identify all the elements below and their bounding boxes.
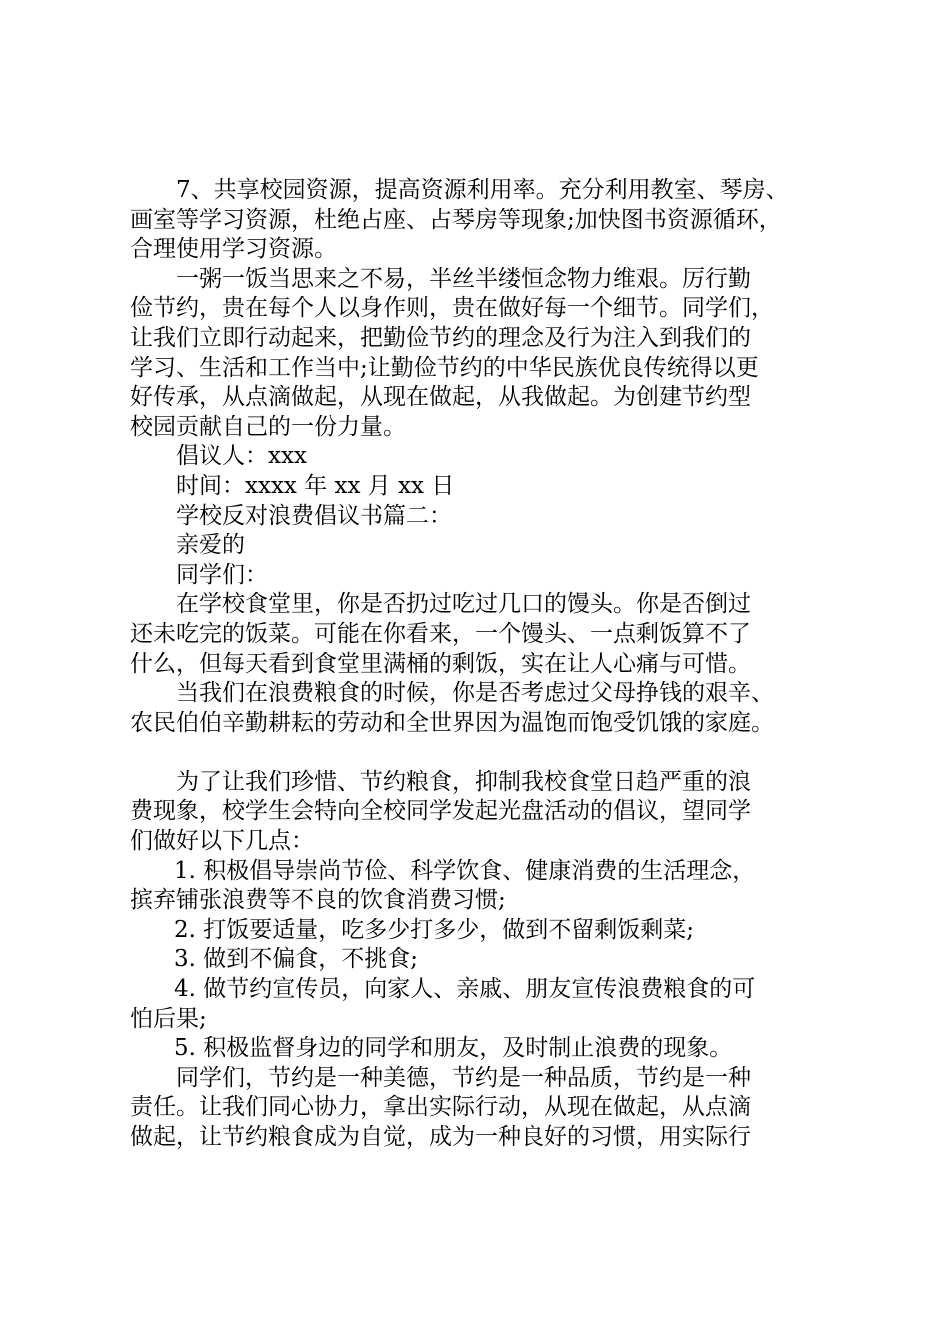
- list-item-continuation: 怕后果;: [130, 1005, 207, 1032]
- text-line: 还未吃完的饭菜。可能在你看来，一个馒头、一点剩饭算不了: [130, 620, 751, 647]
- list-item-continuation: 摈弃铺张浪费等不良的饮食消费习惯;: [130, 887, 506, 914]
- text-line: 当我们在浪费粮食的时候，你是否考虑过父母挣钱的艰辛、: [176, 680, 774, 707]
- signatory-line: 倡议人：xxx: [176, 443, 307, 470]
- text-line: 校园贡献自己的一份力量。: [130, 413, 406, 440]
- salutation-line: 亲爱的: [176, 532, 245, 559]
- text-line: 费现象，校学生会特向全校同学发起光盘活动的倡议，望同学: [130, 798, 751, 825]
- list-item: 4. 做节约宣传员，向家人、亲戚、朋友宣传浪费粮食的可: [174, 976, 756, 1003]
- blank-line: [130, 738, 830, 768]
- text-line: 同学们，节约是一种美德，节约是一种品质，节约是一种: [176, 1064, 751, 1091]
- text-line: 责任。让我们同心协力，拿出实际行动，从现在做起，从点滴: [130, 1094, 751, 1121]
- salutation-line: 同学们：: [176, 561, 268, 588]
- text-line: 农民伯伯辛勤耕耘的劳动和全世界因为温饱而饱受饥饿的家庭。: [130, 709, 774, 736]
- text-line: 为了让我们珍惜、节约粮食，抑制我校食堂日趋严重的浪: [176, 768, 751, 795]
- text-line: 画室等学习资源，杜绝占座、占琴房等现象;加快图书资源循环，: [130, 206, 782, 233]
- section-heading: 学校反对浪费倡议书篇二：: [176, 502, 452, 529]
- text-line: 好传承，从点滴做起，从现在做起，从我做起。为创建节约型: [130, 384, 751, 411]
- list-item: 2. 打饭要适量，吃多少打多少，做到不留剩饭剩菜;: [174, 916, 695, 943]
- text-line: 们做好以下几点：: [130, 828, 314, 855]
- text-line: 什么，但每天看到食堂里满桶的剩饭，实在让人心痛与可惜。: [130, 650, 751, 677]
- text-line: 合理使用学习资源。: [130, 236, 337, 263]
- text-line: 做起，让节约粮食成为自觉，成为一种良好的习惯，用实际行: [130, 1124, 751, 1150]
- list-item: 3. 做到不偏食，不挑食;: [174, 946, 419, 973]
- text-line: 俭节约，贵在每个人以身作则，贵在做好每一个细节。同学们，: [130, 295, 774, 322]
- text-line: 让我们立即行动起来，把勤俭节约的理念及行为注入到我们的: [130, 324, 751, 351]
- date-line: 时间：xxxx 年 xx 月 xx 日: [176, 472, 455, 499]
- text-line: 在学校食堂里，你是否扔过吃过几口的馒头。你是否倒过: [176, 591, 751, 618]
- list-item: 5. 积极监督身边的同学和朋友，及时制止浪费的现象。: [174, 1035, 733, 1062]
- text-line: 一粥一饭当思来之不易，半丝半缕恒念物力维艰。厉行勤: [176, 265, 751, 292]
- text-line: 7、共享校园资源，提高资源利用率。充分利用教室、琴房、: [176, 177, 789, 203]
- document-body: [130, 176, 830, 1153]
- list-item: 1. 积极倡导崇尚节俭、科学饮食、健康消费的生活理念，: [174, 857, 756, 884]
- text-line: 学习、生活和工作当中;让勤俭节约的中华民族优良传统得以更: [130, 354, 759, 381]
